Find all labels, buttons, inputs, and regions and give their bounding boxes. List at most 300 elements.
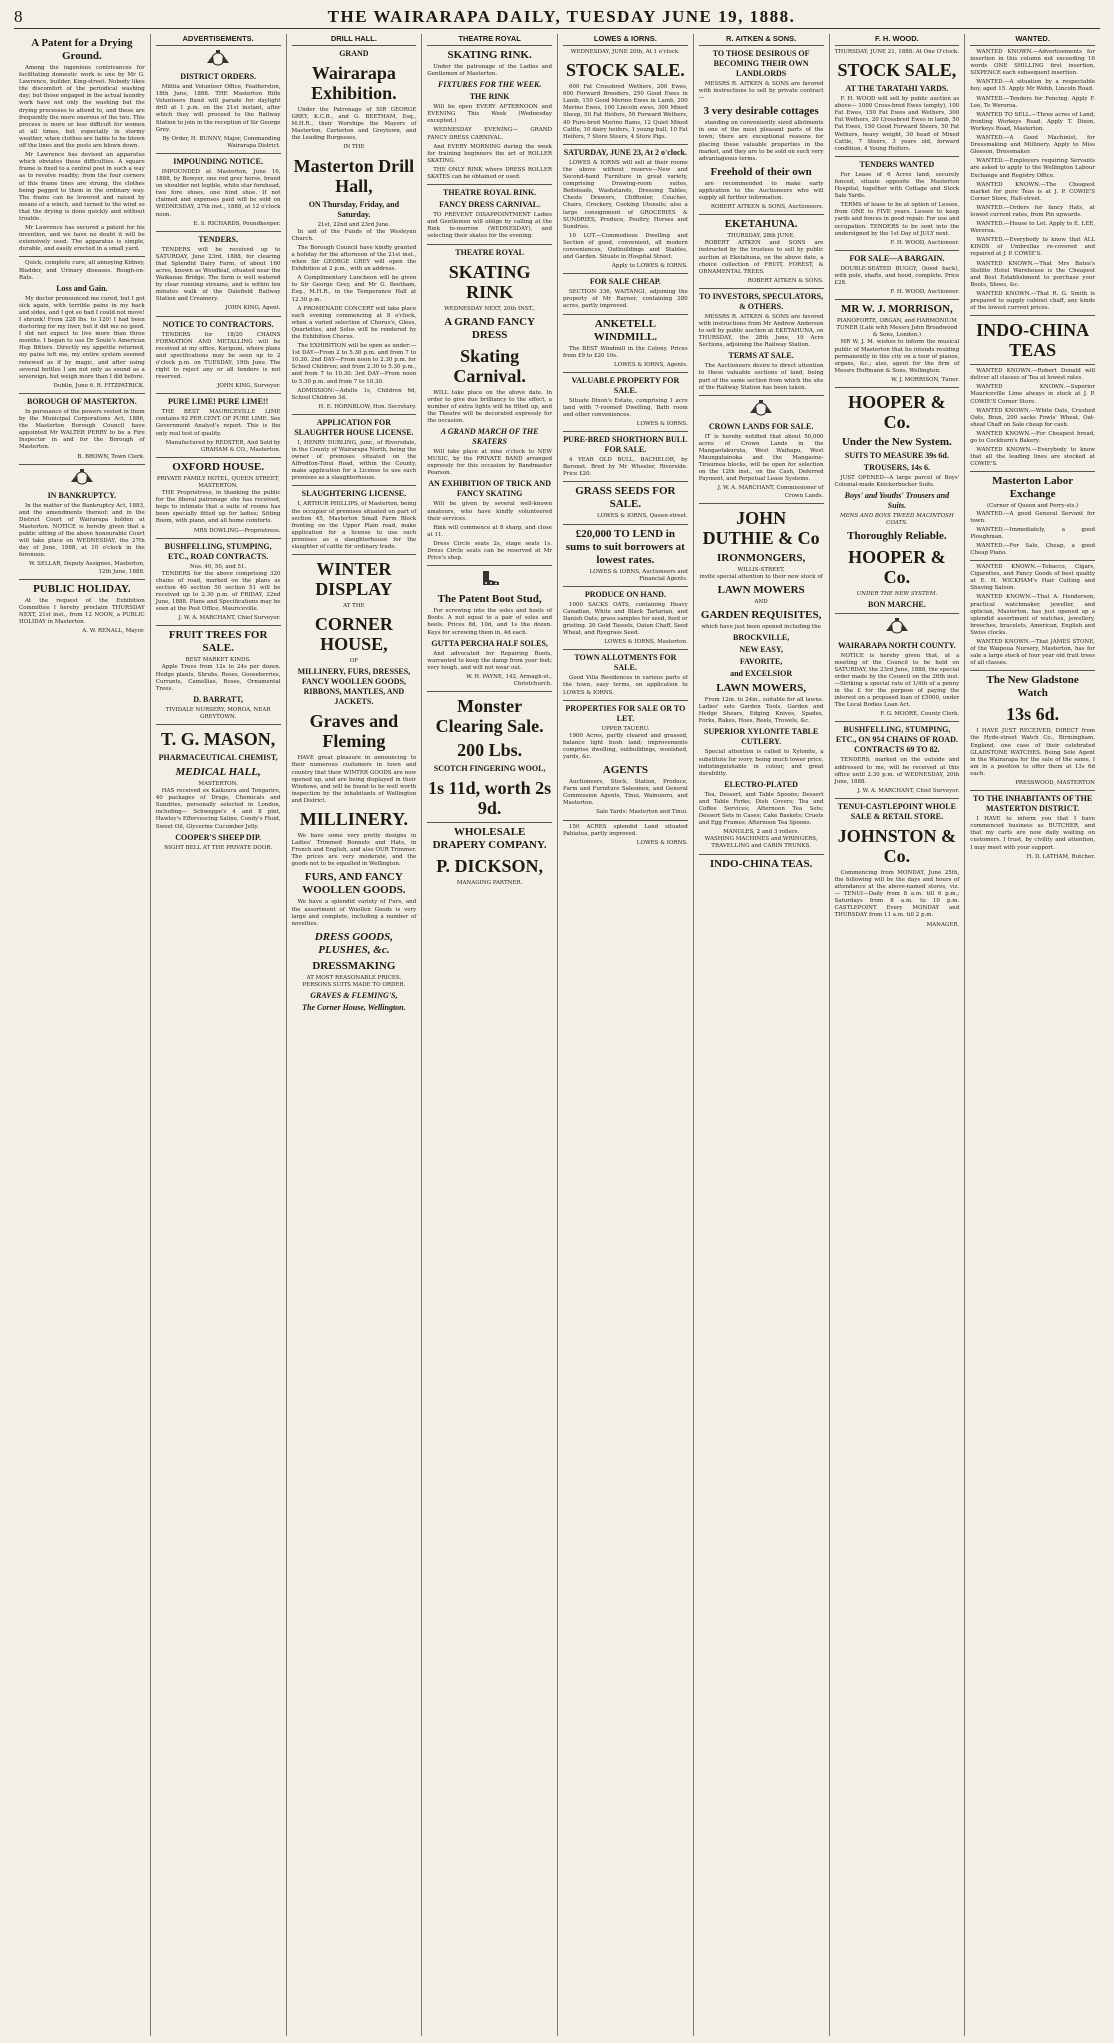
divider (970, 670, 1095, 671)
ad-subheadline: and EXCELSIOR (730, 669, 793, 679)
ad-headline: 13s 6d. (1006, 704, 1060, 725)
ad-signature: LOWES & IORNS, Queen-street. (596, 513, 688, 520)
classified-ad: WANTED.—Orders for fancy Hats, at lowest current rates, from Pin upwards. (970, 204, 1095, 218)
ad-headline: FOR SALE—A BARGAIN. (849, 253, 945, 263)
ad-subheadline: AT MOST REASONABLE PRICES. (306, 974, 402, 981)
notice-headline: NOTICE TO CONTRACTORS. (162, 319, 274, 329)
ad-headline: STOCK SALE. (566, 60, 685, 81)
notice-signature: A. W. RENALL, Mayor. (82, 628, 145, 634)
ad-signature: The Corner House, Wellington. (302, 1003, 406, 1012)
ad-subheadline: TROUSERS, 14s 6. (863, 463, 930, 472)
ad-headline: PROPERTIES FOR SALE OR TO LET. (565, 703, 686, 723)
ad-text: HAVE great pleasure in announcing to their numerous customers in town and country that their WINTER GOODS are now opened up, and are being displayed in their Windows, and will be found to be well worth inspection by the inhabitants of Wellington and District. (291, 755, 417, 804)
notice-signature: B. BROWN, Town Clerk. (77, 453, 145, 460)
ad-headline: LAWN MOWERS, (716, 682, 807, 695)
ad-subheadline: AN EXHIBITION OF TRICK AND FANCY SKATING (428, 479, 551, 499)
ad-text: Situate Dixon's Estate, comprising 1 acre land with 7-roomed Dwelling, Bath room and other conveniences. (563, 397, 688, 418)
ad-subheadline: OF (349, 658, 359, 665)
ad-text: TERMS of lease to be at option of Lessee, from ONE to FIVE years. Lessee to keep yards and fences in good repair. For use and occupation. TENDERS to be sent into the undersigned by the 1st Day of JULY next. (834, 202, 960, 237)
ad-headline: TO THE INHABITANTS OF THE MASTERTON DISTRICT. (973, 794, 1093, 814)
ad-text: The Auctioneers desire to direct attention to these valuable sections of land, being part of the same section from which the site of the Railway Station has been taken. (698, 363, 824, 391)
ad-text: JUST OPENED—A large parcel of Boys' Colonial-made Knickerbocker Suits. (834, 475, 960, 489)
notice-signature: JOHN KING, Agent. (225, 305, 281, 312)
classified-ad: WANTED KNOWN.—For Cheapest bread, go to Cockburn's Bakery. (970, 430, 1095, 445)
classified-ad: WANTED.—Employers requiring Servants are asked to apply to the Wellington Labour Exchange and Registry Office. (970, 158, 1095, 179)
ad-text: Commencing from MONDAY, June 25th, the following will be the days and hours of attendance at the above-named stores, viz.— TENUI—Daily from 8 a.m. till 6 p.m.; Saturdays from 8 a.m. to 10 p.m. CASTLEPOINT Every MONDAY and THURSDAY from 11 a.m. till 2 p.m. (834, 869, 960, 919)
ad-subheadline: THEATRE ROYAL (455, 247, 524, 257)
ad-text: For Lease of 6 Acres land, securely fenced, situate opposite the Masterton Hospital, together with Cottage and Stock Sale Yards. (834, 171, 960, 200)
divider (292, 414, 417, 415)
ad-subheadline: NIGHT BELL AT THE PRIVATE DOOR. (164, 844, 273, 851)
ad-signature: LOWES & IORNS. (636, 421, 688, 428)
ad-subheadline: invite special attention to their new stock of (699, 573, 823, 580)
ad-subheadline: (Corner of Queen and Perry-sts.) (987, 503, 1079, 510)
ad-subheadline: TENUI-CASTLEPOINT WHOLE SALE & RETAIL STORE. (837, 801, 956, 821)
ad-headline: TO INVESTORS, SPECULATORS, & OTHERS. (699, 291, 824, 311)
ad-text: WILL take place on the above date. In order to give due brilliancy to the effect, a number of extra lights will be fitted up, and the Theatre will be decorated expressly for the occasion. (427, 389, 552, 424)
ad-headline: STOCK SALE, (837, 60, 957, 81)
notice-text: TENDERS for 18/20 CHAINS FORMATION AND METALLING will be received at my office, Kuripuni, where plans and specifications may be seen up to 2 o'clock p.m. on TUESDAY, 19th June. The right to reject any or all tenders is not reserved. (155, 331, 281, 381)
notice-headline: BUSHFELLING, STUMPING, ETC., ON 954 CHAINS OF ROAD. CONTRACTS 69 TO 82. (835, 725, 958, 755)
divider (835, 798, 960, 799)
ad-headline: 200 Lbs. (457, 740, 523, 761)
ad-headline: The New Gladstone Watch (986, 674, 1079, 700)
column-header: R. AITKEN & SONS. (699, 34, 824, 46)
ad-headline: PURE-BRED SHORTHORN BULL FOR SALE. (563, 435, 688, 455)
divider (835, 721, 960, 722)
ad-subheadline: WEDNESDAY, JUNE 20th, At 1 o'clock. (570, 49, 680, 55)
ad-signature: LOWES & IORNS, Masterton. (604, 639, 688, 646)
ad-subheadline: SCOTCH FINGERING WOOL, (433, 764, 546, 774)
ad-headline: Wairarapa Exhibition. (311, 63, 397, 103)
notice-text: IMPOUNDED at Masterton, June 16, 1888, by Bowyer, one red grey horse, brand on shoulder not legible, white star forehead, two fore shoes, one hind shoe. If not claimed and expenses paid will be sold on WEDNESDAY, 27th inst., 1888, at 12 o'clock noon. (155, 168, 281, 218)
ad-headline: THEATRE ROYAL RINK. (443, 188, 537, 198)
classified-ad: WANTED KNOWN.—The Cheapest market for pure Teas is at J. P. COWIE'S Corner Store, Hall-street. (970, 181, 1095, 202)
classified-ad: WANTED KNOWN.—Superior Mauriceville Lime always in stock at J. P. COWIE'S Corner Store. (970, 384, 1095, 405)
divider (835, 299, 960, 300)
page-number: 8 (14, 7, 23, 26)
classified-ad: WANTED KNOWN.—That R. G. Smith is prepared to supply cabinet chaff, any kinds of the lowest current prices. (970, 290, 1095, 312)
ad-text: SECTION 336, WAITANGI, adjoining the property of Mr Rayner, containing 280 acres, partly improved. (563, 289, 688, 310)
ad-headline: A GRAND FANCY DRESS (444, 315, 536, 341)
column-1 (14, 34, 150, 2036)
ad-subheadline: AT THE (343, 603, 365, 610)
notice-headline: IN BANKRUPTCY. (47, 490, 117, 500)
ad-signature: Dublin, June 6. R. FITZPATRICK. (53, 382, 145, 389)
classified-ad: WANTED.—A situation by a respectable boy, aged 15. Apply Mr Webb, Lincoln Road. (970, 79, 1095, 93)
divider (427, 244, 552, 245)
columns (14, 34, 1100, 2036)
ad-text: are recommended to make early application to the Auctioneers who will supply all further information. (698, 180, 824, 202)
divider (563, 273, 688, 274)
ad-subheadline: SUITS TO MEASURE 39s 6d. (844, 451, 949, 460)
ad-text: THE Proprietress, in thanking the public for the liberal patronage she has received, begs to intimate that a suite of rooms has been specially fitted up for ladies; Sitting Room, with piano, and all home comforts. (155, 490, 281, 525)
ad-text: Auctioneers, Stock, Station, Produce, Farm and Furniture Salesmen, and General Commission Agents, Tinui, Wainuioru, and Masterton. (563, 779, 688, 807)
ad-headline: Monster Clearing Sale. (435, 696, 544, 737)
notice-text: IT is hereby notified that about 50,000 acres of Crown Lands in the Mangaotakuruta, West Waihapu, West Maungatainoka and the Mangaone-Tiraumea blocks, will be open for selection on the 12th inst., on the Cash, Deferred Payment, and Perpetual Lease Systems. (698, 433, 824, 483)
ad-headline: D. BARRATT, (193, 694, 243, 704)
ad-headline: SKATING RINK. (447, 49, 532, 61)
ad-signature: PRESSWOOD, MASTERTON (1015, 780, 1095, 787)
column-header: WANTED. (970, 34, 1095, 46)
divider (699, 214, 824, 215)
ad-text: Will be open EVERY AFTERNOON and EVENING This Week (Wednesday excepted.) (427, 104, 552, 125)
ad-signature: MANAGER. (926, 921, 960, 928)
ad-text: ROBERT AITKEN and SONS are instructed by the trustees to sell by public auction at Eketahuna, on the above date, a choice collection of FRUIT, FOREST, & ORNAMENTAL TREES. (698, 240, 824, 275)
ad-headline: SUPERIOR XYLONITE TABLE CUTLERY. (703, 727, 819, 747)
ad-text: For screwing into the soles and heels of Boots. A nut equal to a pair of soles and heels. Prices 8d, 10d, and 1s the dozen. Keys for screwing them in, 4d each. (427, 608, 552, 636)
divider (563, 820, 688, 821)
ad-subheadline: 21st, 22nd and 23rd June. (317, 221, 391, 228)
ad-headline: OXFORD HOUSE. (172, 460, 264, 473)
classified-ad: WANTED KNOWN.—Robert Donald will deliver all classes of Tea at lowest rates. (970, 368, 1095, 382)
divider (563, 649, 688, 650)
classified-ad: WANTED KNOWN.—That Mrs Bates's Stellite Hotel Warehouse is the Cheapest and Best Establishment to purchase your Boots, Shoes, &c. (970, 260, 1095, 288)
ad-headline: £20,000 TO LEND in sums to suit borrowers at lowest rates. (565, 527, 685, 566)
ad-subheadline: GRAND (339, 49, 369, 58)
ad-subheadline: PERSONS SUITS MADE TO ORDER. (302, 981, 406, 988)
ad-headline: MR W. J. MORRISON, (840, 303, 953, 316)
ad-headline: 3 very desirable cottages (703, 105, 819, 118)
column-header: THEATRE ROYAL (427, 34, 552, 46)
ad-subheadline: SATURDAY, JUNE 23, At 2 o'clock. (563, 147, 688, 157)
divider (563, 481, 688, 482)
divider (563, 372, 688, 373)
ad-signature: W. H. PAYNE, 142, Armagh-st., Christchurch. (466, 673, 552, 688)
classified-ad: WANTED.—Tenders for Fencing. Apply F. Lee, Te Wereroa. (970, 95, 1095, 109)
classified-ad: WANTED TO SELL.—Three acres of Land, fronting Workeys Road. Apply T. Dixon, Workeys Road, Masterton. (970, 111, 1095, 132)
notice-text: I, ARTHUR PHILLIPS, of Masterton, being the occupier of premises situated on part of section 45, Masterton Small Farm Block fronting on the Upper Plain road, make application for a license to use such premises as a slaughterhouse for the slaughter of cattle for ordinary trade. (291, 501, 417, 551)
ad-subheadline: MANAGING PARTNER. (456, 880, 523, 887)
classified-ad: WANTED KNOWN.—White Oats, Crushed Oats, Bran, 200 sacks Fowls' Wheat, Oat-sheaf Chaff on Sale cheap for cash. (970, 407, 1095, 428)
notice-headline: IMPOUNDING NOTICE. (173, 156, 264, 166)
ad-text: The BEST Windmill in the Colony. Prices from £9 to £20 10s. (563, 345, 688, 359)
divider (970, 364, 1095, 365)
notice-text: Militia and Volunteer Office, Featherston, 18th June, 1888. THE Masterton Rifle Volunteers Band will parade for daylight drill at 1 p.m. on the 21st instant, after which they will proceed to the Railway Station to join in the reception of Sir George Grey. (155, 84, 281, 133)
divider (427, 184, 552, 185)
classified-ad: WANTED.—Everybody to know that ALL KINDS of Umbrellas re-covered and repaired at J. P. COWIE'S. (970, 237, 1095, 258)
ad-headline: MEDICAL HALL, (175, 766, 261, 778)
ad-signature: F. H. WOOD, Auctioneer. (890, 239, 960, 246)
ad-text: And advocated for Repairing Boots, warranted to keep the damp from your feet; very tough, and will not wear out. (427, 650, 552, 671)
ad-text: 150 ACRES splendid Land situated Pahiatua, partly improved. (563, 823, 688, 837)
ad-text: ADMISSION:—Adults 1s, Children 6d, School Children 3d. (291, 387, 417, 401)
notice-signature: W. SELLAR, Deputy Assignee, Masterton, 12th June, 1888. (28, 561, 145, 575)
ad-headline: INDO-CHINA TEAS (976, 320, 1090, 361)
notice-text: I, HENRY DUBLING, junr., of Riversdale, in the County of Wairarapa North, being the owner of premises situated on the Alfredton-Tinui Road, within the County, make application for a License to use such premises as a slaughterhouse. (291, 439, 417, 482)
ad-headline: JOHN DUTHIE & Co (702, 507, 820, 548)
ad-text: MESSRS R. AITKEN & SONS are favored with instructions from Mr Andrew Anderson to sell by public auction at EKETAHUNA, on THURSDAY, the 28th June, 19 Acre Sections, adjoining the Railway Station. (698, 313, 824, 349)
divider (699, 854, 824, 855)
ad-subheadline: NEW EASY, (739, 645, 783, 655)
ad-text: 600 Fat Crossbred Wethers, 200 Ewes, 600 Forward Breeders, 250 Good Ewes in Lamb, 150 Good Merino Ewes in Lamb, 200 Merino Ewes, 100 Lincoln ewes, 300 Mixed Sheep, 50 Fat Heifers, 50 Forward Wethers, 40 Pure-bred Merino Rams, 12 Quiet Mixed Cattle, 10 dairy heifers, 1 young bull, 10 Fat Heifers, 7 Store Steers, 4 Store Pigs. (563, 84, 688, 140)
ad-headline: TENDERS WANTED (859, 159, 935, 169)
divider (563, 314, 688, 315)
ad-signature: Apply to LOWES & IORNS. (611, 263, 688, 270)
classified-ad: WANTED KNOWN.—Advertisements for insertion in this column not exceeding 16 words ONE SHILLING first insertion, SIXPENCE each subsequent insertion. (970, 49, 1095, 77)
ad-headline: JOHNSTON & Co. (837, 825, 956, 866)
ad-text: I HAVE to inform you that I have commenced business as BUTCHER, and that my carts are now daily waiting on customers. I trust, by civility and attention, I may meet with your support. (970, 816, 1095, 851)
ad-subheadline: FAVORITE, (739, 657, 783, 667)
ad-text: Will take place at nine o'clock to NEW MUSIC, by the PRIVATE BAND arranged expressly for this occasion by Bandmaster Pearson. (427, 449, 552, 477)
ad-subheadline: AT THE TARATAHI YARDS. (845, 84, 949, 94)
divider (970, 560, 1095, 561)
divider (835, 250, 960, 251)
ad-signature: MRS DOWLING—Proprietress. (193, 527, 281, 534)
divider (156, 538, 281, 539)
ad-text: Under the patronage of the Ladies and Gentlemen of Masterton. (427, 64, 552, 78)
ad-signature: ROBERT AITKEN & SONS. (747, 277, 824, 284)
notice-text: TENDERS for the above comprising 320 chains of road, marked on the plans as section 40 section 50 section 51 will be received up to 2.30 p.m. of FRIDAY, 22nd June, 1888. Plans and Specifications may be seen at the Post Office, Mauriceville. (155, 570, 281, 613)
ad-text: Will be given by several well-known amateurs, who have kindly volunteered their services. (427, 501, 552, 522)
divider (427, 565, 552, 566)
ad-headline: Thoroughly Reliable. (847, 530, 947, 543)
ad-subheadline: TIVIDALE NURSERY, MOROA, NEAR GREYTOWN. (165, 706, 271, 720)
ad-subheadline: WEDNESDAY NEXT, 20th INST., (444, 305, 536, 312)
divider (835, 156, 960, 157)
column-header: ADVERTISEMENTS. (156, 34, 281, 46)
ad-subheadline: TO THOSE DESIROUS OF BECOMING THEIR OWN LANDLORDS (712, 49, 810, 78)
ad-signature: LOWES & IORNS. (636, 839, 688, 846)
divider (156, 316, 281, 317)
divider (970, 471, 1095, 472)
ad-headline: GRASS SEEDS FOR SALE. (575, 485, 676, 511)
ad-headline: The Patent Boot Stud, (437, 593, 542, 606)
notice-headline: DISTRICT ORDERS. (180, 72, 257, 82)
ad-subheadline: MILLINERY, FURS, DRESSES, FANCY WOOLLEN GOODS, RIBBONS, MANTLES, AND JACKETS. (297, 667, 411, 707)
boot-illustration-icon (427, 569, 552, 590)
ad-headline: GARDEN REQUISITES, (700, 608, 822, 621)
divider (563, 586, 688, 587)
divider (699, 395, 824, 396)
classified-ad: WANTED KNOWN.—That JAMES STONE, of the Waipoua Nursery, Masterton, has for sale a large stock of four year old fruit trees of all classes. (970, 639, 1095, 667)
classified-ad: WANTED.—A Good Machinist, for Dressmaking and Millinery. Apply to Miss Gleeson, Dressmaker. (970, 135, 1095, 156)
ad-text: We have some very pretty designs in Ladies' Trimmed Bonnets and Hats, in French and English, and also OUR Trimmer. The prices are very moderate, and the goods not to be equalled in Wellington. (291, 832, 417, 868)
ad-headline: PURE LIME! PURE LIME!! (168, 397, 269, 407)
notice-headline: TENDERS. (198, 234, 239, 244)
divider (563, 144, 688, 145)
ad-text: HAS received ex Kaikoura and Tongariro, 40 packages of Drugs, Chemicals and Sundries, personally selected in London, including— Schweppe's 4 and 8 pint, Hawley's Effervescing Saline, Condy's Fluid, Sweet Oil, Glycerine Cucumber Jelly. (155, 788, 281, 830)
classified-ad: WANTED.—Immediately, a good Ploughman. (970, 526, 1095, 540)
ad-signature: LOWES & IORNS, Agents. (613, 361, 688, 368)
ad-headline: T. G. MASON, (161, 729, 276, 749)
ad-headline: SKATING RINK (448, 261, 531, 302)
column-6 (693, 34, 829, 2036)
ad-signature: ROBERT AITKEN & SONS, Auctioneers. (710, 204, 824, 211)
ad-headline: FURS, AND FANCY WOOLLEN GOODS. (302, 871, 406, 897)
divider (699, 288, 824, 289)
notice-signature: JOHN KING, Surveyor. (217, 383, 281, 390)
ad-signature: LOWES & IORNS, Auctioneers and Financial Agents. (589, 568, 688, 582)
ad-text: standing on conveniently sized allotments in one of the most pleasant parts of the town; there are exceptional reasons for placing these valuable properties in the market, and they are to be sold on such very advantageous terms. (698, 120, 824, 162)
classified-ad: WANTED.—A good General Servant for town. (970, 510, 1095, 524)
notice-text: TENDERS, marked on the outside and addressed to me, will be received at this office until 2.30 p.m. of WEDNESDAY, 20th June, 1888. (834, 757, 960, 785)
notice-subheadline: Nos. 40, 50, and 51. (189, 563, 247, 570)
ad-subheadline: MENS AND BOYS TWEED MACINTOSH COATS. (839, 513, 954, 527)
ad-headline: MILLINERY. (299, 808, 408, 829)
ad-subheadline: TERMS AT SALE. (728, 351, 794, 361)
classified-ad: WANTED KNOWN.—Everybody to know that all the leading lines are stocked at COWIE'S. (970, 447, 1095, 468)
ad-text: 1000 SACKS OATS, containing Heavy Canadian, White and Black Tartarian, and Danish Oats; grass samples for seed, feed or gristing. 20 Gold Tassels, Oaten Chaff, Seed Wheat, and Ryegrass Seed. (563, 601, 688, 637)
ad-signature: Sale Yards: Masterton and Tinui. (596, 809, 688, 816)
notice-headline: WAIRARAPA NORTH COUNTY. (838, 640, 956, 650)
ad-headline: HOOPER & Co. (848, 547, 946, 588)
ad-text: 1900 Acres, partly cleared and grassed, balance light bush land; improvements comprise dwelling, outbuildings, woolshed, yards, &c. (563, 732, 688, 760)
ad-headline: FOR SALE CHEAP. (589, 277, 661, 287)
newspaper-title: THE WAIRARAPA DAILY, TUESDAY JUNE 19, 1888. (327, 7, 796, 26)
ad-text: TO PREVENT DISAPPOINTMENT Ladies and Gentlemen will oblige by calling at the Rink to-morrow (WEDNESDAY), and selecting their skates for the evening. (427, 212, 552, 240)
notice-signature: J. W. A. MARCHANT, Commissioner of Crown Lands. (717, 485, 824, 499)
ad-text: 4 YEAR OLD BULL, BACHELOR, by Baronet. Bred by Mr Wheeler, Riverside. Price £20. (563, 457, 688, 478)
divider (156, 724, 281, 725)
article-headline: A Patent for a Drying Ground. (31, 37, 133, 62)
notice-text: In the matter of the Bankruptcy Act, 1883, and the amendments thereof; and in the District Court of Wairarapa holden at Masterton. NOTICE is hereby given that a public sitting of the above honourable Court will take place on WEDNESDAY, the 27th day of June, 1888, at 10 o'clock in the forenoon. (19, 502, 145, 559)
ad-headline: 1s 11d, worth 2s 9d. (428, 778, 552, 819)
ad-headline: Freehold of their own (710, 165, 812, 178)
divider (563, 431, 688, 432)
ad-text: Tea, Dessert, and Table Spoons; Dessert and Table Forks; Dish Covers; Tea and Coffee Services; Afternoon Tea Sets; Dessert Sets in Cases; Cake Baskets; Cruets and Egg Frames; Afternoon Tea Spoons. (698, 791, 824, 827)
ad-headline: Under the New System. (841, 436, 952, 448)
ad-text: LOWES & IORNS will sell at their rooms the above without reserve—New and Second-hand Furniture in great variety, comprising Drawing-room suites, Bedsteads, Washstands, Dressing Tables, Chests Drawers, Chiffonier, Couches, Chairs, Crockery, Cooking Utensils; also a large consignment of GROCERIES & SUNDRIES, Produce, Poultry, Horses and Sundries. (563, 159, 688, 230)
ad-signature: GRAVES & FLEMING'S, (310, 991, 398, 1000)
ad-headline: HOOPER & Co. (848, 392, 946, 432)
notice-text: NOTICE is hereby given that, at a meeting of the Council to be held on SATURDAY, the 23rd June, 1888, the special order made by the Council on the 26th inst.—Striking a special rate of 1/4th of a penny in the £ for the purpose of paying the interest on a proposed loan of £5000, under The Local Bodies Loan Act. (834, 652, 960, 709)
classified-ad: WANTED KNOWN.—Tobacco, Cigars, Cigarettes, and Fancy Goods of best quality at E. H. WICKHAM's Hair Cutting and Shaving Saloon. (970, 564, 1095, 592)
ad-headline: Masterton Labor Exchange (992, 475, 1074, 501)
ad-subheadline: FANCY DRESS CARNIVAL. (439, 200, 541, 210)
masthead (14, 6, 1100, 29)
ad-text: We have a splendid variety of Furs, and the assortment of Woollen Goods is very large and complete, including a number of novelties. (291, 899, 417, 927)
ad-subheadline: Boys' and Youths' Trousers and Suits. (844, 491, 950, 511)
ad-text: MR W. J. M. wishes to inform the musical public of Masterton that he intends residing permanently in this city on a tour of pianos, organs, &c.; also, agent for the firm of Messrs Hoffmann & Sons, Wellington. (834, 339, 960, 374)
ad-subheadline: PRIVATE FAMILY HOTEL, QUEEN STREET, MASTERTON. (156, 475, 280, 489)
ad-text: A PROMENADE CONCERT will take place each evening commencing at 8 o'clock, when a varied selection of Chorus's, Glees, Quartettes, and Solos will be rendered by the Exhibition Chorus. (291, 305, 417, 340)
ad-subheadline: PHARMACEUTICAL CHEMIST, (158, 753, 278, 762)
ad-signature: F. H. WOOD, Auctioneer. (890, 289, 960, 296)
divider (156, 625, 281, 626)
divider (970, 315, 1095, 316)
ad-subheadline: COOPER'S SHEEP DIP. (175, 832, 261, 842)
ad-headline: Masterton Drill Hall, (293, 155, 415, 196)
column-header: F. H. WOOD. (835, 34, 960, 46)
divider (292, 554, 417, 555)
classified-ad: WANTED.—For Sale, Cheap, a good Cheap Piano. (970, 542, 1095, 556)
ad-subheadline: IN THE (343, 144, 365, 151)
notice-signature: By Order, H. BUNNY, Major, Commanding Wairarapa District. (162, 135, 281, 149)
ad-subheadline: WASHING MACHINES and WRINGERS, TRAVELLING and CABIN TRUNKS. (704, 836, 818, 850)
divider (156, 153, 281, 154)
column-7 (829, 34, 965, 2036)
ad-subheadline: UNDER THE NEW SYSTEM. (856, 591, 938, 598)
ad-subheadline: A GRAND MARCH OF THE SKATERS (440, 427, 539, 447)
ad-text: F. H. WOOD will sell by public auction as above— 1000 Cross-bred Ewes (empty), 100 Fat Ewes, 150 Fat Ewes and Wethers, 300 Fat Wethers, 20 Crossbred Ewes in lamb, 50 Fat Ewes, 150 Good Forward Steers, 50 Fat Wethers, heavy weight, 30 head of Mixed Cattle, 7 Steers, 3 years old, forward condition, 4 Young Heifers. (834, 96, 960, 152)
divider (19, 464, 145, 465)
ad-headline: ANKETELL WINDMILL. (593, 317, 657, 343)
ad-subheadline: BEST MARKET KINDS. (185, 657, 251, 664)
ad-headline: WHOLESALE DRAPERY COMPANY. (432, 826, 547, 852)
ad-text: Special attention is called to Xylonite, a substitute for ivory, being much lower price, indistinguishable in colour, and great durability. (698, 749, 824, 777)
notice-signature: J. W. A. MARCHANT, Chief Surveyor. (857, 787, 960, 794)
ad-headline: AGENTS (602, 764, 648, 777)
ad-signature: H. D. LATHAM, Butcher. (1026, 853, 1095, 860)
classified-ad: WANTED.—House to Let. Apply to E. LEE, Wereroa. (970, 221, 1095, 235)
article-paragraph: Mr Lawrence has devised an apparatus which obviates these difficulties. A square frame is fixed to a central post in such a way as to revolve readily; from the four corners of this frame lines are strung, the clothes being pegged to them in the ordinary way. The frame can be lowered and raised by means of a winch, and turned to the wind so that the drying is done quickly and without trouble. (19, 152, 145, 222)
ad-signature: Manufactured by REDSTER, And Sold by GRAHAM & CO., Masterton. (165, 439, 281, 453)
ad-text: MESSRS R. AITKEN & SONS are favored with instructions to sell by private contract— (698, 81, 824, 102)
ad-text: THE ONLY RINK where DRESS ROLLER SKATES can be obtained or used. (427, 166, 552, 181)
ad-subheadline: BON MARCHE. (867, 600, 926, 610)
ad-subheadline: BROCKVILLE, (733, 633, 790, 643)
ad-text: In aid of the Funds of the Wesleyan Church. (291, 228, 417, 242)
ad-headline: FRUIT TREES FOR SALE. (168, 629, 268, 655)
ad-signature: W. J. MORRISON, Tuner. (891, 376, 960, 383)
ad-subheadline: THURSDAY, JUNE 21, 1888. At One O'clock. (834, 49, 959, 55)
ad-headline: DRESS GOODS, PLUSHES, &c. (314, 930, 393, 956)
divider (156, 393, 281, 394)
notice-headline: APPLICATION FOR SLAUGHTER HOUSE LICENSE. (294, 417, 414, 437)
column-4 (421, 34, 557, 2036)
ad-text: The Borough Council have kindly granted a holiday for the afternoon of the 21st inst., when Sir GEORGE GREY will open the Exhibition at 2 p.m., with an address. (291, 244, 417, 273)
notice-signature: J. W. A. MARCHANT, Chief Surveyor. (178, 615, 281, 622)
ad-text: Good Villa Residences in various parts of the town, easy terms, on application to LOWES & IORNS. (563, 675, 688, 696)
ad-headline: EKETAHUNA. (724, 218, 798, 231)
royal-crest-icon (835, 617, 960, 638)
ad-text: And EVERY MORNING during the week for training beginners the art of ROLLER SKATING. (427, 143, 552, 164)
divider (835, 387, 960, 388)
notice-headline: SLAUGHTERING LICENSE. (301, 489, 407, 499)
divider (292, 485, 417, 486)
notice-text: In pursuance of the powers vested in them by the Municipal Corporations Act, 1886, the Masterton Borough Council have appointed Mr WALTER PERRY to be a Fire Inspector in and for the Borough of Masterton. (19, 408, 145, 451)
divider (156, 457, 281, 458)
royal-crest-icon (19, 468, 145, 489)
divider (699, 503, 824, 504)
notice-headline: CROWN LANDS FOR SALE. (708, 421, 814, 431)
ad-headline: CORNER HOUSE, (314, 614, 393, 655)
divider (19, 256, 145, 257)
ad-text: Rink will commence at 8 sharp, and close at 11. (427, 524, 552, 538)
ad-text: DOUBLE-SEATED BUGGY, (hood back), with pole, shafts, and hood, complete. Price £28. (834, 265, 960, 286)
classified-ad: WANTED KNOWN.—That A. Henderson, practical watchmaker, jeweller, and optician, Masterton, has just opened up a splendid assortment of watches, jewellery, brooches, bracelets, American, English and Swiss clocks. (970, 594, 1095, 636)
ad-headline: TOWN ALLOTMENTS FOR SALE. (574, 653, 677, 673)
ad-text: Quick, complete cure, all annoying Kidney, Bladder, and Urinary diseases. Rough-on-Rats. (19, 260, 145, 281)
ad-headline: LAWN MOWERS (717, 583, 805, 596)
divider (19, 393, 145, 394)
article-paragraph: Among the ingenious contrivances for facilitating domestic work is one by Mr G. Lawrence, builder, King-street. Nobody likes the discomfort of the periodical washing day; but those engaged in the actual laundry work have not only the washing but the drying processes to attend to, and these are frequently the more onerous of the two. This process is more or less difficult for women at all times, but especially in stormy weather, when clothes are liable to be blown off the lines and the posts are blown down. (19, 65, 145, 150)
ad-subheadline: MANGLES, 2 and 3 rollers. (723, 829, 800, 836)
ad-headline: INDO-CHINA TEAS. (709, 857, 813, 870)
notice-text: At the request of the Exhibition Committee I hereby proclaim THURSDAY NEXT, 21st inst., from 12 NOON, a PUBLIC HOLIDAY in Masterton. (19, 597, 145, 625)
ad-subheadline: MASTERTON. (198, 781, 238, 787)
ad-headline: Loss and Gain. (56, 283, 108, 293)
ad-subheadline: PIANOFORTE, ORGAN, and HARMONIUM TUNER (Late with Messrs John Broadwood & Sons, London.) (836, 318, 958, 339)
column-header: LOWES & IORNS. (563, 34, 688, 46)
ad-headline: Graves and Fleming (309, 711, 399, 752)
royal-crest-icon (699, 399, 824, 420)
ad-headline: VALUABLE PROPERTY FOR SALE. (571, 375, 680, 395)
column-2 (150, 34, 286, 2036)
ad-subheadline: UPPER TAUERU. (601, 725, 650, 732)
ad-text: I HAVE JUST RECEIVED, DIRECT from the Hyde-street Watch Co., Birmingham, England, one case of their celebrated GLADSTONE WATCHES. Being Sole Agent in the Wairarapa for the sale of the same, I am in a position to offer them at 13s 6d each. (970, 728, 1095, 777)
ad-subheadline: GUTTA PERCHA HALF SOLES, (431, 638, 548, 648)
column-8 (964, 34, 1100, 2036)
ad-text: A Complimentary Luncheon will be given to Sir George Grey, and Mr G. Beetham, Esq., M.H.R., in the Temperance Hall at 12.30 p.m. (291, 275, 417, 303)
ad-headline: WINTER DISPLAY (315, 559, 393, 600)
column-5 (557, 34, 693, 2036)
divider (19, 579, 145, 580)
ad-subheadline: ON Thursday, Friday, and Saturday. (308, 199, 400, 219)
ad-text: Under the Patronage of SIR GEORGE GREY, K.C.B., and G. BEETHAM, Esq., M.H.R., their Worships the Mayors of Masterton, Carterton and Greytown, and the Leading Burgesses, (291, 107, 417, 142)
ad-headline: IRONMONGERS, (716, 551, 806, 564)
